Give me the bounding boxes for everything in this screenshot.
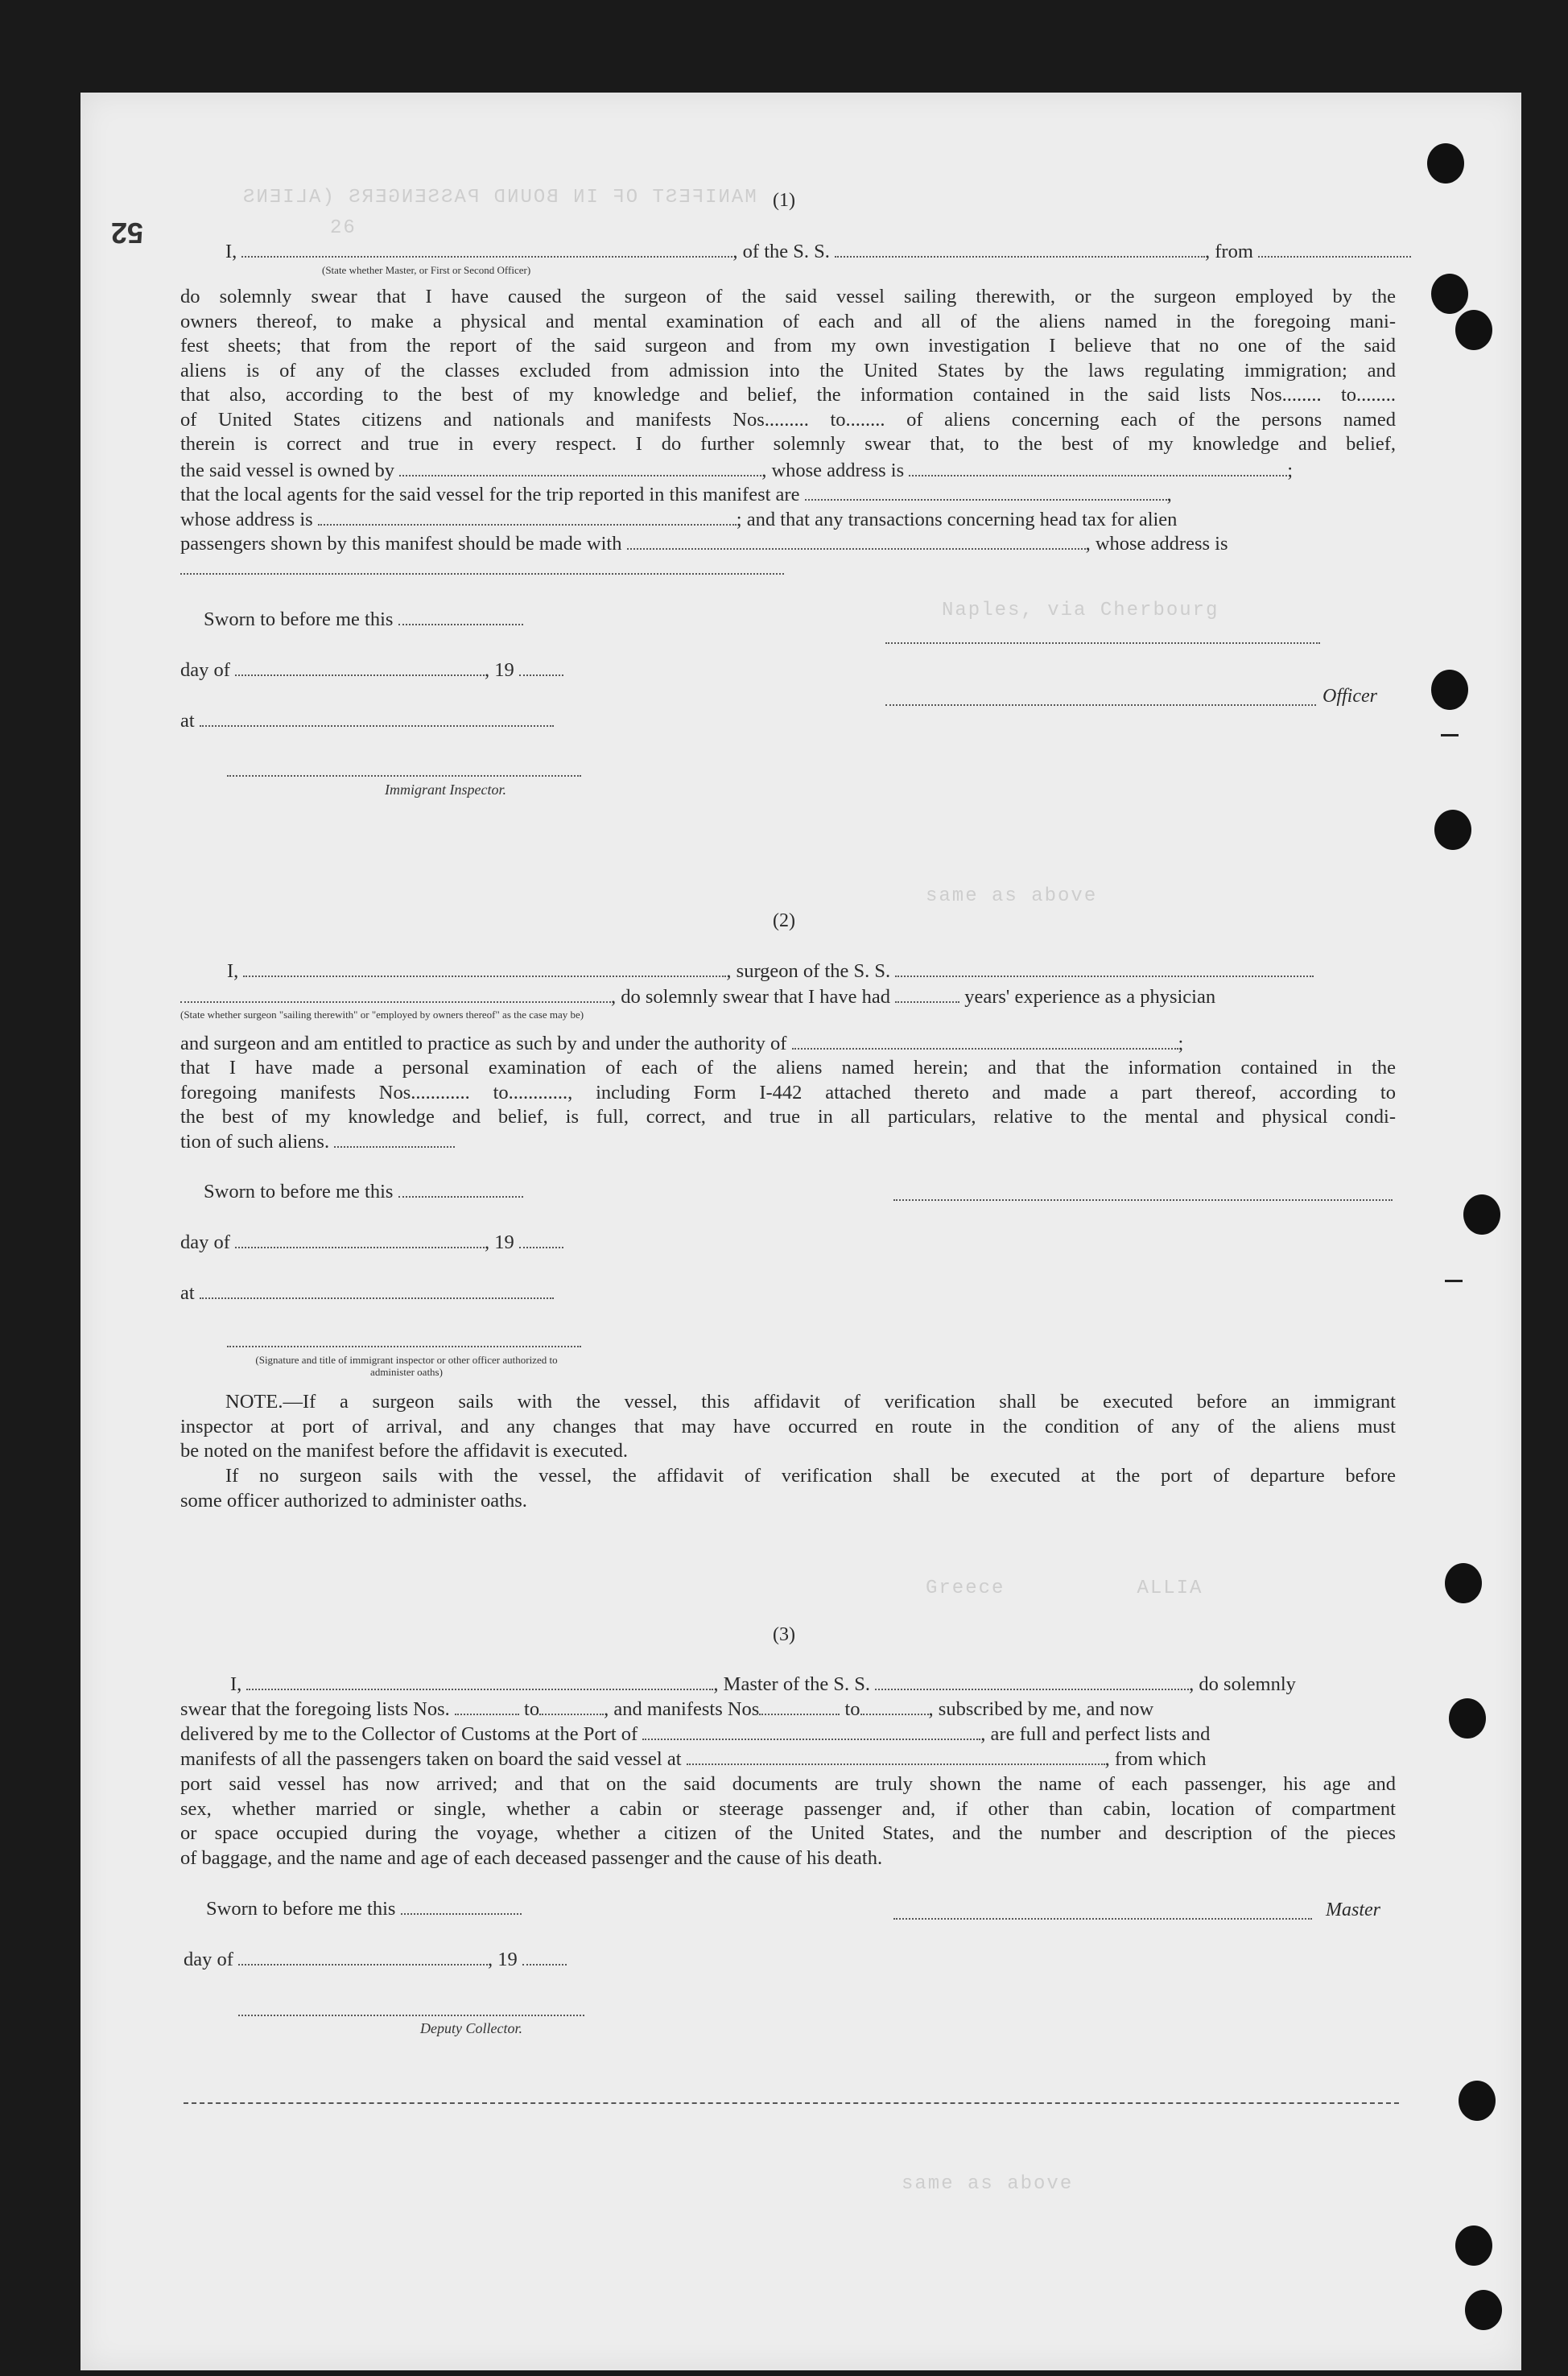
solemnly-label: , do solemnly xyxy=(1189,1673,1296,1695)
punch-hole xyxy=(1431,670,1468,710)
punch-hole xyxy=(1455,310,1492,350)
text-line: do solemnly swear that I have caused the surgeon of the said vessel sailing therewith, or the surgeon employed by the xyxy=(180,286,1396,307)
ship-name-field[interactable] xyxy=(835,241,1205,258)
punch-hole xyxy=(1463,1194,1500,1235)
surgeon-experience-line xyxy=(180,985,1215,1009)
head-tax-text: ; and that any transactions concerning head tax for alien xyxy=(736,509,1178,530)
head-tax-line xyxy=(180,532,1228,556)
at-label: at xyxy=(180,710,195,732)
master-name-field[interactable] xyxy=(246,1674,713,1690)
surgeon-paragraph xyxy=(180,1056,1396,1130)
note-paragraph-2: If no surgeon sails with the vessel, the affidavit of verification shall be executed at the port of departure before xyxy=(225,1465,1396,1487)
sworn-line xyxy=(206,1897,522,1921)
bleed-through-line: Naples, via Cherbourg xyxy=(942,600,1219,621)
bleed-through-line: Greece ALLIA xyxy=(926,1578,1203,1599)
lists-to-field[interactable] xyxy=(539,1699,604,1715)
agents-address-line xyxy=(180,508,1177,532)
punch-hole xyxy=(1455,2225,1492,2266)
note-label: NOTE. xyxy=(225,1391,283,1413)
authority-label: and surgeon and am entitled to practice as such by and under the authority of xyxy=(180,1033,787,1054)
text-line: the best of my knowledge and belief, is full, correct, and true in all particulars, relative to the mental and physical condi- xyxy=(180,1106,1396,1128)
taken-on-board-line xyxy=(180,1747,1207,1772)
semicolon: ; xyxy=(1178,1033,1184,1054)
bleed-through-line: same as above xyxy=(926,885,1098,907)
subscribed-label: , subscribed by me, and now xyxy=(928,1698,1154,1720)
year-label: , 19 xyxy=(485,1231,514,1253)
taken-label: manifests of all the passengers taken on board the said vessel at xyxy=(180,1748,682,1770)
sworn-day-field[interactable] xyxy=(398,609,523,625)
physician-label: years' experience as a physician xyxy=(964,986,1216,1008)
address-label: , whose address is xyxy=(1085,533,1228,555)
year-field[interactable] xyxy=(519,660,563,676)
years-field[interactable] xyxy=(895,987,959,1003)
at-line xyxy=(180,709,554,733)
punch-hole xyxy=(1427,143,1464,184)
officer-label: Officer xyxy=(1322,686,1377,707)
comma: , xyxy=(1166,484,1172,505)
day-label: day of xyxy=(180,1231,230,1253)
text-line: tion of such aliens. xyxy=(180,1131,330,1153)
master-ship-label: , Master of the S. S. xyxy=(713,1673,871,1695)
day-month-field[interactable] xyxy=(238,1949,488,1966)
text-line: that I have made a personal examination of each of the aliens named herein; and that the information contained in the xyxy=(180,1057,1396,1079)
day-month-field[interactable] xyxy=(235,1232,485,1248)
margin-mark xyxy=(1445,1280,1463,1282)
manifests-from-field[interactable] xyxy=(759,1699,840,1715)
text-line-end xyxy=(180,1130,455,1154)
head-tax-agent-field[interactable] xyxy=(627,534,1086,550)
surgeon-signature-line[interactable] xyxy=(893,1199,1393,1201)
text-line: owners thereof, to make a physical and mental examination of each and all of the aliens named in the foregoing mani- xyxy=(180,310,1396,332)
text-line: fest sheets; that from the report of the said surgeon and from my own investigation I believe that no one of the said xyxy=(180,335,1396,357)
lists-label: swear that the foregoing lists Nos. xyxy=(180,1698,450,1720)
collector-signature-line[interactable] xyxy=(238,2015,584,2016)
text-line: sex, whether married or single, whether a cabin or steerage passenger and, if other than cabin, location of compartment xyxy=(180,1797,1396,1820)
day-line xyxy=(184,1948,567,1972)
owner-address-label: , whose address is xyxy=(761,460,905,481)
departure-port-field[interactable] xyxy=(687,1749,1105,1765)
note-paragraph xyxy=(180,1390,1396,1439)
pronoun-label: I, xyxy=(225,241,237,262)
surgeon-ship-field[interactable] xyxy=(895,961,1314,977)
text-line: port said vessel has now arrived; and that on the said documents are truly shown the name of each passenger, his age and xyxy=(180,1773,1396,1795)
text-line: therein is correct and true in every respect. I do further solemnly swear that, to the best of my knowledge and belief, xyxy=(180,433,1396,455)
manifests-label: , and manifests Nos xyxy=(604,1698,760,1720)
from-label: , from xyxy=(1205,241,1253,262)
at-label: at xyxy=(180,1282,195,1304)
sworn-line xyxy=(204,1180,523,1204)
owner-line xyxy=(180,459,1293,483)
punch-hole xyxy=(1449,1698,1486,1739)
inspector-signature-line[interactable] xyxy=(227,1346,581,1347)
punch-hole xyxy=(1434,810,1471,850)
sworn-label: Sworn to before me this xyxy=(204,1181,394,1202)
sworn-label: Sworn to before me this xyxy=(206,1898,396,1920)
sworn-line xyxy=(204,608,523,632)
lists-from-field[interactable] xyxy=(455,1699,519,1715)
bleed-through-number: 26 xyxy=(330,217,357,239)
sworn-label: Sworn to before me this xyxy=(204,608,394,630)
at-line xyxy=(180,1281,554,1306)
pronoun-label: I, xyxy=(230,1673,242,1695)
semicolon: ; xyxy=(1287,460,1294,481)
sworn-day-field[interactable] xyxy=(398,1182,523,1198)
port-line xyxy=(180,1722,1210,1747)
punch-hole xyxy=(1465,2290,1502,2330)
officer-signature-line[interactable] xyxy=(885,642,1320,644)
note-line-1 xyxy=(180,1390,1396,1415)
authority-field[interactable] xyxy=(792,1033,1178,1050)
bleed-through-heading: MANIFEST OF IN BOUND PASSENGERS (ALIENS xyxy=(241,187,757,208)
year-field[interactable] xyxy=(522,1949,567,1966)
text-line: aliens is of any of the classes excluded from admission into the United States by the laws regulating immigration; and xyxy=(180,359,1396,382)
master-line xyxy=(230,1673,1296,1697)
agents-line xyxy=(180,483,1172,507)
day-line xyxy=(180,658,563,683)
collector-caption: Deputy Collector. xyxy=(420,2020,522,2036)
day-label: day of xyxy=(184,1949,233,1970)
text-line: or space occupied during the voyage, whether a citizen of the United States, and the number and description of the pieces xyxy=(180,1822,1396,1844)
day-month-field[interactable] xyxy=(235,660,485,676)
agents-address-field[interactable] xyxy=(318,509,737,526)
year-label: , 19 xyxy=(488,1949,518,1970)
to-label: to xyxy=(524,1698,540,1720)
lists-line xyxy=(180,1697,1153,1722)
text-line: foregoing manifests Nos............ to............, including Form I-442 attached thereto and made a part thereof, according to xyxy=(180,1081,1396,1103)
section-1-header-line xyxy=(225,240,1411,264)
master-paragraph xyxy=(180,1772,1396,1846)
port-field[interactable] xyxy=(642,1724,980,1740)
officer-name-line[interactable] xyxy=(885,704,1316,706)
oath-paragraph-1 xyxy=(180,285,1396,457)
note-text: —If a surgeon sails with the vessel, this affidavit of verification shall be executed before an immigrant xyxy=(283,1391,1396,1413)
owner-field[interactable] xyxy=(399,460,761,476)
day-label: day of xyxy=(180,659,230,681)
day-line xyxy=(180,1231,563,1255)
text-line: inspector at port of arrival, and any changes that may have occurred en route in the condition of any of the aliens must xyxy=(180,1415,1396,1438)
section-2-number: (2) xyxy=(773,910,795,931)
from-which-label: , from which xyxy=(1104,1748,1207,1770)
owned-by-label: the said vessel is owned by xyxy=(180,460,395,481)
note-line-end: be noted on the manifest before the affidavit is executed. xyxy=(180,1440,629,1462)
agents-field[interactable] xyxy=(805,485,1167,501)
pronoun-label: I, xyxy=(227,960,239,982)
officer-rank-field[interactable] xyxy=(241,241,732,258)
text-line: that also, according to the best of my knowledge and belief, the information contained in the said lists Nos........ to........ xyxy=(180,384,1396,406)
ship-label: , of the S. S. xyxy=(732,241,830,262)
text-line-end: of baggage, and the name and age of each deceased passenger and the cause of his death. xyxy=(180,1847,883,1869)
officer-rank-caption: (State whether Master, or First or Second Officer) xyxy=(322,264,531,276)
sworn-day-field[interactable] xyxy=(401,1899,522,1915)
port-label: delivered by me to the Collector of Customs at the Port of xyxy=(180,1723,638,1745)
year-label: , 19 xyxy=(485,659,514,681)
to-label: to xyxy=(844,1698,860,1720)
authority-line xyxy=(180,1032,1183,1056)
surgeon-name-field[interactable] xyxy=(243,961,726,977)
text-line: of United States citizens and nationals and manifests Nos......... to........ of aliens concerning each of the persons named xyxy=(180,408,1396,431)
surgeon-ship-label: , surgeon of the S. S. xyxy=(726,960,891,982)
section-1-number: (1) xyxy=(773,190,795,211)
section-3-number: (3) xyxy=(773,1624,795,1645)
agents-label: that the local agents for the said vessel for the trip reported in this manifest are xyxy=(180,484,800,505)
from-port-field[interactable] xyxy=(1258,241,1411,258)
address-label: whose address is xyxy=(180,509,313,530)
master-label: Master xyxy=(1326,1900,1380,1920)
bottom-divider xyxy=(184,2102,1399,2104)
at-place-field[interactable] xyxy=(200,711,554,727)
surgeon-line xyxy=(227,959,1314,984)
head-tax-label: passengers shown by this manifest should be made with xyxy=(180,533,622,555)
margin-mark xyxy=(1441,734,1459,736)
owner-address-field[interactable] xyxy=(909,460,1287,476)
inspector-signature-caption: (Signature and title of immigrant inspector or other officer authorized to administer oaths) xyxy=(255,1354,558,1378)
experience-label: , do solemnly swear that I have had xyxy=(611,986,890,1008)
surgeon-status-caption: (State whether surgeon "sailing therewith" or "employed by owners thereof" as the case may be) xyxy=(180,1009,584,1021)
lists-perfect-label: , are full and perfect lists and xyxy=(980,1723,1211,1745)
bleed-through-line: same as above xyxy=(902,2173,1074,2195)
master-signature-line[interactable] xyxy=(893,1918,1312,1920)
inspector-signature-line[interactable] xyxy=(227,775,581,777)
punch-hole xyxy=(1459,2081,1496,2121)
dotted-fill xyxy=(334,1132,455,1148)
manifests-to-field[interactable] xyxy=(860,1699,929,1715)
punch-hole xyxy=(1431,274,1468,314)
surgeon-status-field[interactable] xyxy=(180,987,611,1003)
inspector-caption: Immigrant Inspector. xyxy=(385,782,506,798)
at-place-field[interactable] xyxy=(200,1283,554,1299)
head-tax-address-field[interactable] xyxy=(180,559,784,575)
note-line-end: some officer authorized to administer oaths. xyxy=(180,1490,527,1512)
master-ship-field[interactable] xyxy=(875,1674,1189,1690)
head-tax-address-line xyxy=(180,557,784,581)
page-number: 52 xyxy=(111,217,144,250)
year-field[interactable] xyxy=(519,1232,563,1248)
punch-hole xyxy=(1445,1563,1482,1603)
